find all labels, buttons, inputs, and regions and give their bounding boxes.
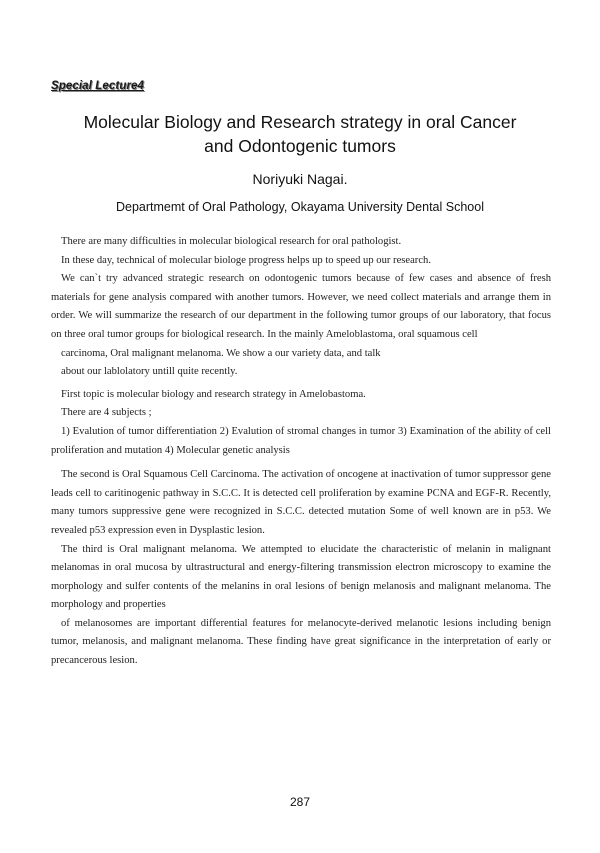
- paragraph-3: We can`t try advanced strategic research on odontogenic tumors because of few cases and absence of fresh materials for gene analysis compared with another tumors. However, we need collect materials and arrange them in order. We will summarize the research of our department in the following tumor groups of our laboratory, that focus on three oral tumor groups for biological research. In the mainly Ameloblastoma, oral squamous cell: [51, 273, 551, 340]
- paragraph-8: 1) Evalution of tumor differentiation 2) Evalution of stromal changes in tumor 3) Examination of the ability of cell proliferation and mutation 4) Molecular genetic analysis: [51, 425, 551, 456]
- paragraph-4: carcinoma, Oral malignant melanoma. We show a our variety data, and talk: [61, 347, 381, 359]
- paragraph-2: In these day, technical of molecular biologe progress helps up to speed up our research.: [61, 254, 431, 266]
- paragraph-1: There are many difficulties in molecular biological research for oral pathologist.: [61, 236, 402, 247]
- paragraph-11: of melanosomes are important differential features for melanocyte-derived melanotic lesions including benign tumor, melanosis, and malignant melanoma. These finding have great significance in the interpretation of early or precancerous lesion.: [51, 617, 551, 667]
- paragraph-10: The third is Oral malignant melanoma. We attempted to elucidate the characteristic of melanin in malignant melanomas in oral mucosa by ultrastructural and energy-filtering transmission electron microscopy to examine the morphology and sulfer contents of the melanins in oral lesions of benign melanosis and malignant melanoma. The morphology and properties: [51, 543, 551, 611]
- paper-body: [51, 233, 551, 671]
- page-number: 287: [289, 795, 311, 809]
- title-line-1: Molecular Biology and Research strategy in oral Cancer: [83, 112, 517, 132]
- paragraph-9: The second is Oral Squamous Cell Carcinoma. The activation of oncogene at inactivation of tumor suppressor gene leads cell to caritinogenic pathway in S.C.C. It is detected cell proliferation by examine PCNA and EGF-R. Recently, many tumors suppressive gene were recognized in S.C.C. detected mutation Some of well known are in p53. We revealed p53 expression even in Dysplastic lesion.: [51, 469, 551, 536]
- author-affiliation: Departmemt of Oral Pathology, Okayama University Dental School: [116, 200, 484, 214]
- author-name: Noriyuki Nagai.: [252, 171, 348, 187]
- paragraph-6: First topic is molecular biology and research strategy in Amelobastoma.: [61, 388, 366, 400]
- title-line-2: and Odontogenic tumors: [204, 136, 396, 156]
- paper-title: [40, 110, 560, 158]
- paragraph-5: about our lablolatory untill quite recently.: [61, 366, 238, 378]
- section-label: Special Lecture4: [51, 80, 145, 92]
- paragraph-7: There are 4 subjects ;: [61, 407, 152, 419]
